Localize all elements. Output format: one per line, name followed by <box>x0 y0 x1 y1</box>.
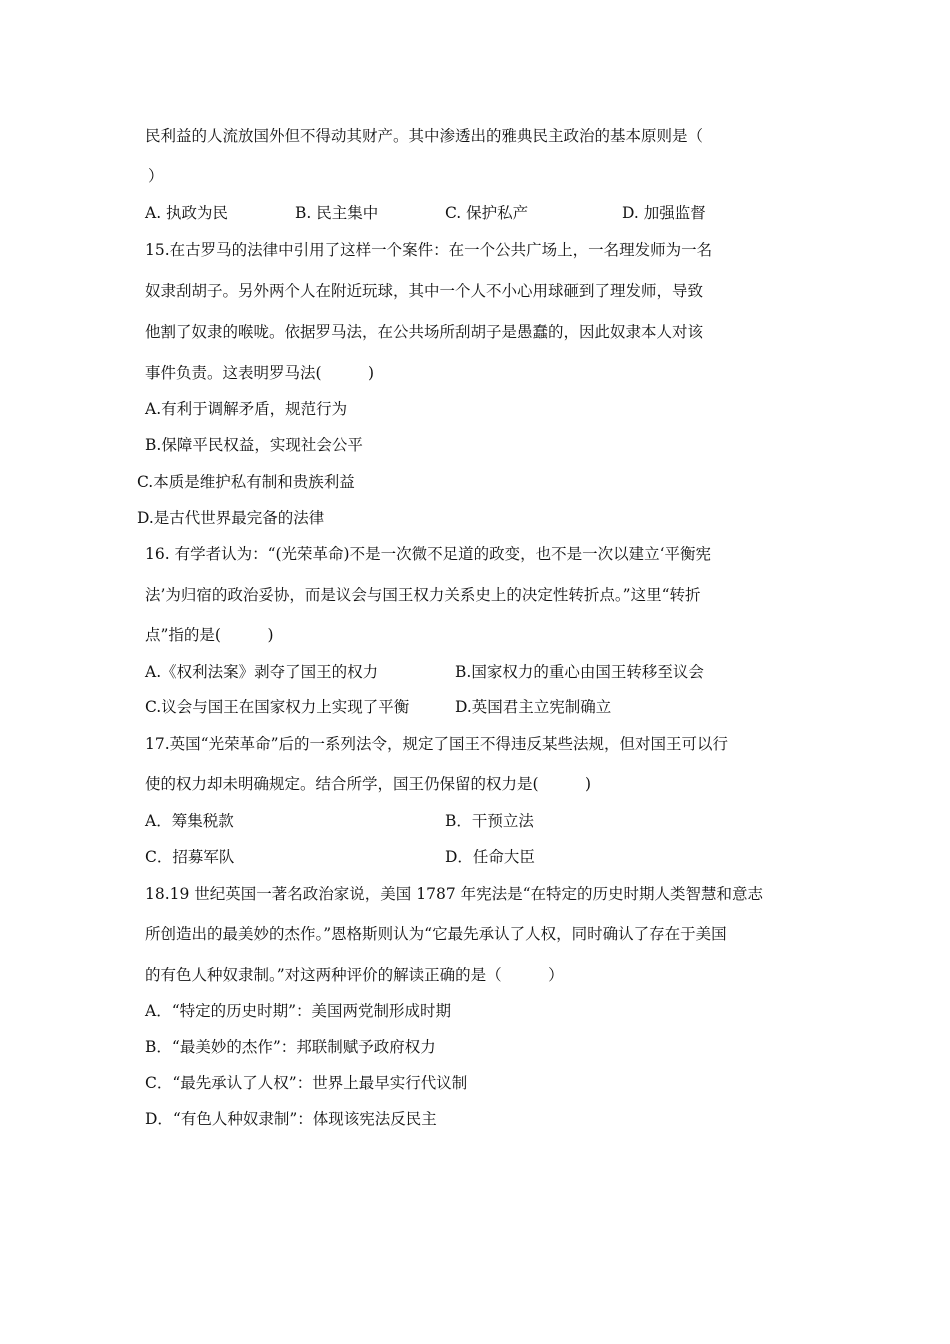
q18-option-c: C．“最先承认了人权”：世界上最早实行代议制 <box>145 1074 468 1092</box>
q18-option-d: D．“有色人种奴隶制”：体现该宪法反民主 <box>145 1110 437 1128</box>
q17-stem-line2: 使的权力却未明确规定。结合所学，国王仍保留的权力是( ) <box>145 775 592 793</box>
q14-stem-line2: ） <box>148 167 164 185</box>
q17-stem-line1: 17.英国“光荣革命”后的一系列法令，规定了国王不得违反某些法规，但对国王可以行 <box>145 735 729 753</box>
q16-stem-line2: 法’为归宿的政治妥协，而是议会与国王权力关系史上的决定性转折点。”这里“转折 <box>145 586 701 604</box>
q17-option-b: B．干预立法 <box>445 812 534 830</box>
q17-option-d: D．任命大臣 <box>445 848 535 866</box>
q14-option-c: C. 保护私产 <box>445 204 529 222</box>
q14-stem-line1: 民利益的人流放国外但不得动其财产。其中渗透出的雅典民主政治的基本原则是（ <box>145 127 704 145</box>
q14-option-d: D. 加强监督 <box>622 204 706 222</box>
q18-stem-line2: 所创造出的最美妙的杰作。”恩格斯则认为“它最先承认了人权，同时确认了存在于美国 <box>145 925 727 943</box>
q15-stem-line1: 15.在古罗马的法律中引用了这样一个案件：在一个公共广场上，一名理发师为一名 <box>145 241 713 259</box>
q16-option-a: A.《权利法案》剥夺了国王的权力 <box>145 663 379 681</box>
q14-option-b: B. 民主集中 <box>295 204 379 222</box>
q15-stem-line4: 事件负责。这表明罗马法( ) <box>145 364 375 382</box>
q18-option-b: B．“最美妙的杰作”：邦联制赋予政府权力 <box>145 1038 436 1056</box>
q18-option-a: A．“特定的历史时期”：美国两党制形成时期 <box>145 1002 452 1020</box>
q16-stem-line1: 16. 有学者认为：“(光荣革命)不是一次微不足道的政变，也不是一次以建立‘平衡宪 <box>145 545 712 563</box>
q14-option-a: A. 执政为民 <box>145 204 229 222</box>
q15-stem-line3: 他割了奴隶的喉咙。依据罗马法，在公共场所刮胡子是愚蠢的，因此奴隶本人对该 <box>145 323 704 341</box>
q15-option-a: A.有利于调解矛盾，规范行为 <box>145 400 348 418</box>
q15-option-c: C.本质是维护私有制和贵族利益 <box>137 473 355 491</box>
q18-stem-line3: 的有色人种奴隶制。”对这两种评价的解读正确的是（ ） <box>145 966 564 984</box>
q16-option-d: D.英国君主立宪制确立 <box>455 698 612 716</box>
q15-option-b: B.保障平民权益，实现社会公平 <box>145 436 363 454</box>
q16-option-b: B.国家权力的重心由国王转移至议会 <box>455 663 704 681</box>
q16-stem-line3: 点”指的是( ) <box>145 626 274 644</box>
q17-option-c: C．招募军队 <box>145 848 235 866</box>
q15-stem-line2: 奴隶刮胡子。另外两个人在附近玩球，其中一个人不小心用球砸到了理发师，导致 <box>145 282 704 300</box>
q18-stem-line1: 18.19 世纪英国一著名政治家说，美国 1787 年宪法是“在特定的历史时期人类智慧和意志 <box>145 885 764 903</box>
q16-option-c: C.议会与国王在国家权力上实现了平衡 <box>145 698 410 716</box>
q17-option-a: A．筹集税款 <box>145 812 234 830</box>
q15-option-d: D.是古代世界最完备的法律 <box>137 509 325 527</box>
